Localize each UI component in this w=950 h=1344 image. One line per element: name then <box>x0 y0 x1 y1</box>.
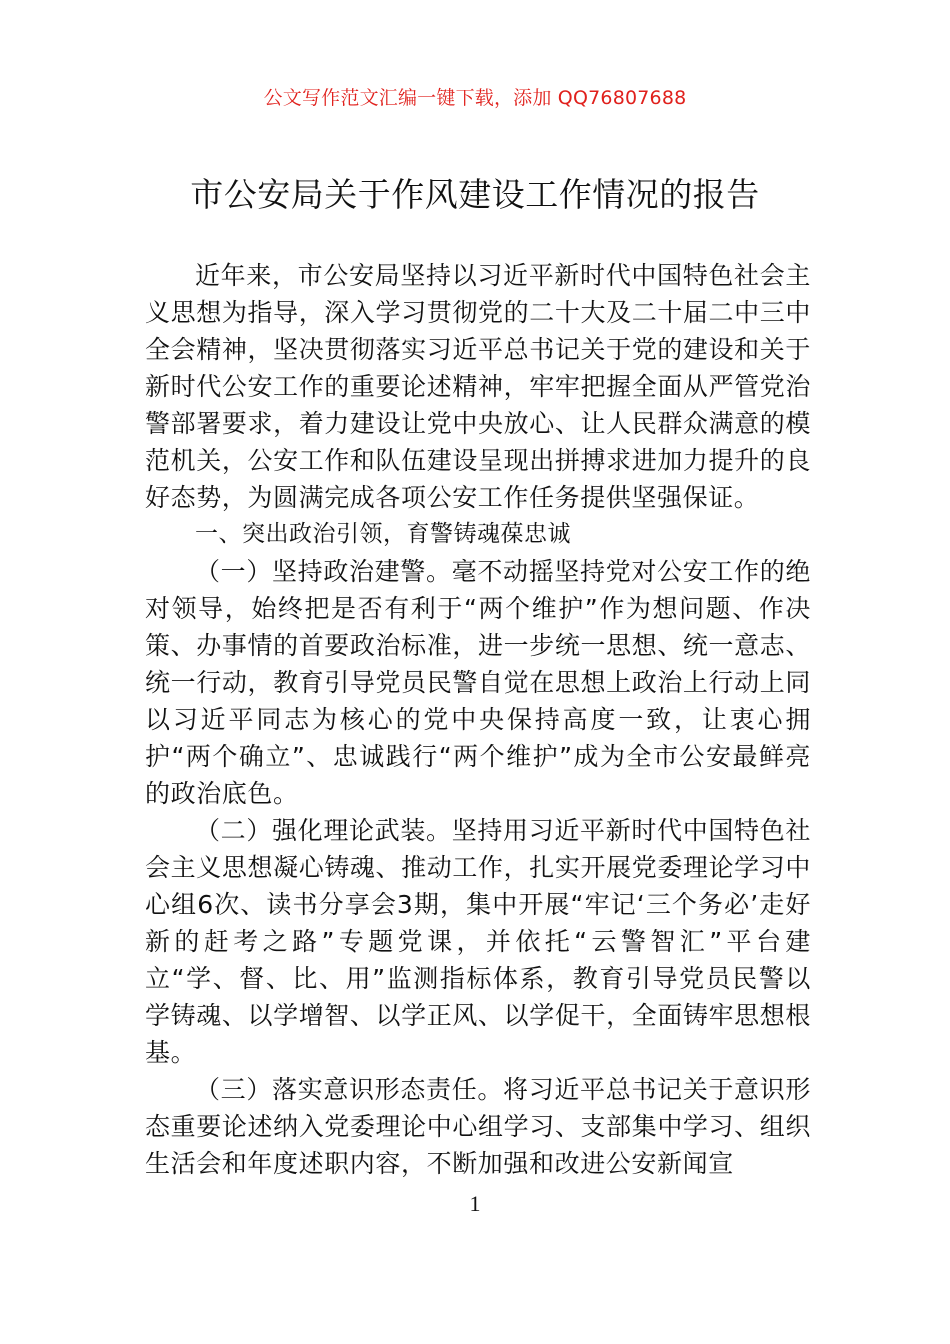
item-paragraph-3: （三）落实意识形态责任。将习近平总书记关于意识形态重要论述纳入党委理论中心组学习、支部集中学习、组织生活会和年度述职内容，不断加强和改进公安新闻宣 <box>145 1075 811 1178</box>
intro-paragraph: 近年来，市公安局坚持以习近平新时代中国特色社会主义思想为指导，深入学习贯彻党的二十大及二十届二中三中全会精神，坚决贯彻落实习近平总书记关于党的建设和关于新时代公安工作的重要论述精神，牢牢把握全面从严管党治警部署要求，着力建设让党中央放心、让人民群众满意的模范机关，公安工作和队伍建设呈现出拼搏求进加力提升的良好态势，为圆满完成各项公安工作任务提供坚强保证。 <box>145 261 811 512</box>
page-number: 1 <box>469 1191 481 1216</box>
document-title: 市公安局关于作风建设工作情况的报告 <box>190 175 760 214</box>
document-body <box>145 257 811 1182</box>
header-watermark-note: 公文写作范文汇编一键下载，添加 QQ76807688 <box>263 87 687 109</box>
item-paragraph-2: （二）强化理论武装。坚持用习近平新时代中国特色社会主义思想凝心铸魂、推动工作，扎实开展党委理论学习中心组6次、读书分享会3期，集中开展“牢记‘三个务必’走好新的赶考之路”专题党课，并依托“云警智汇”平台建立“学、督、比、用”监测指标体系，教育引导党员民警以学铸魂、以学增智、以学正风、以学促干，全面铸牢思想根基。 <box>145 816 811 1067</box>
section-heading-1: 一、突出政治引领，育警铸魂葆忠诚 <box>195 521 571 547</box>
item-paragraph-1: （一）坚持政治建警。毫不动摇坚持党对公安工作的绝对领导，始终把是否有利于“两个维护”作为想问题、作决策、办事情的首要政治标准，进一步统一思想、统一意志、统一行动，教育引导党员民警自觉在思想上政治上行动上同以习近平同志为核心的党中央保持高度一致，让衷心拥护“两个确立”、忠诚践行“两个维护”成为全市公安最鲜亮的政治底色。 <box>145 557 811 808</box>
